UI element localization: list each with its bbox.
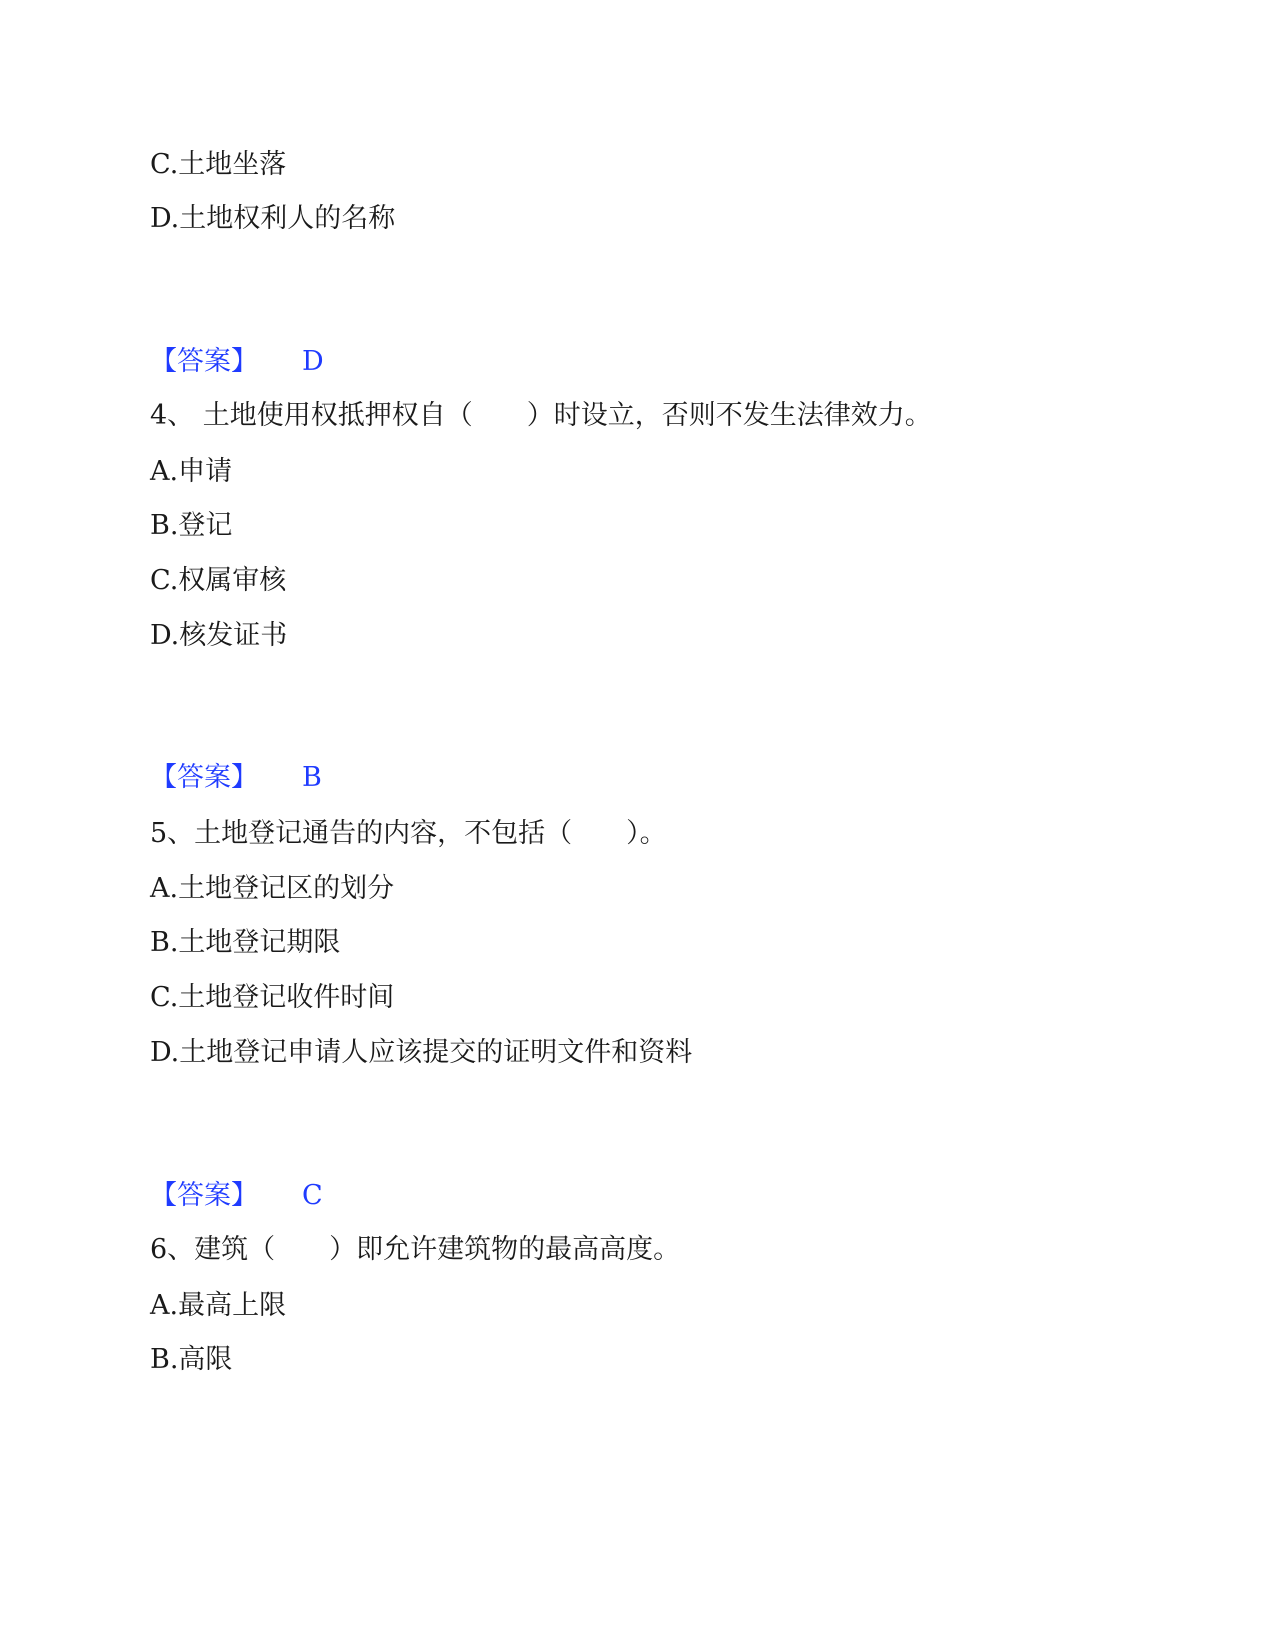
- option-c-q3: C.土地坐落: [150, 149, 287, 180]
- option-b-q6: B.高限: [150, 1344, 233, 1375]
- option-d-q4: D.核发证书: [150, 620, 288, 651]
- question-5: 5、土地登记通告的内容，不包括（ ）。: [150, 818, 667, 849]
- option-a-q5: A.土地登记区的划分: [150, 873, 395, 904]
- question-6: 6、建筑（ ）即允许建筑物的最高高度。: [150, 1234, 681, 1265]
- answer-q4: [150, 761, 322, 795]
- answer-value: C: [302, 1180, 323, 1211]
- answer-value: B: [302, 762, 322, 793]
- answer-label: 【答案】: [150, 1180, 258, 1211]
- option-b-q5: B.土地登记期限: [150, 927, 341, 958]
- option-d-q3: D.土地权利人的名称: [150, 203, 396, 234]
- answer-q3: [150, 345, 324, 379]
- answer-label: 【答案】: [150, 762, 258, 793]
- answer-value: D: [302, 346, 324, 377]
- answer-label: 【答案】: [150, 346, 258, 377]
- answer-q5: [150, 1179, 323, 1213]
- option-d-q5: D.土地登记申请人应该提交的证明文件和资料: [150, 1037, 693, 1068]
- option-c-q4: C.权属审核: [150, 565, 287, 596]
- question-4: 4、 土地使用权抵押权自（ ）时设立，否则不发生法律效力。: [150, 400, 932, 431]
- option-b-q4: B.登记: [150, 510, 233, 541]
- option-a-q4: A.申请: [150, 456, 233, 487]
- option-c-q5: C.土地登记收件时间: [150, 982, 395, 1013]
- option-a-q6: A.最高上限: [150, 1290, 287, 1321]
